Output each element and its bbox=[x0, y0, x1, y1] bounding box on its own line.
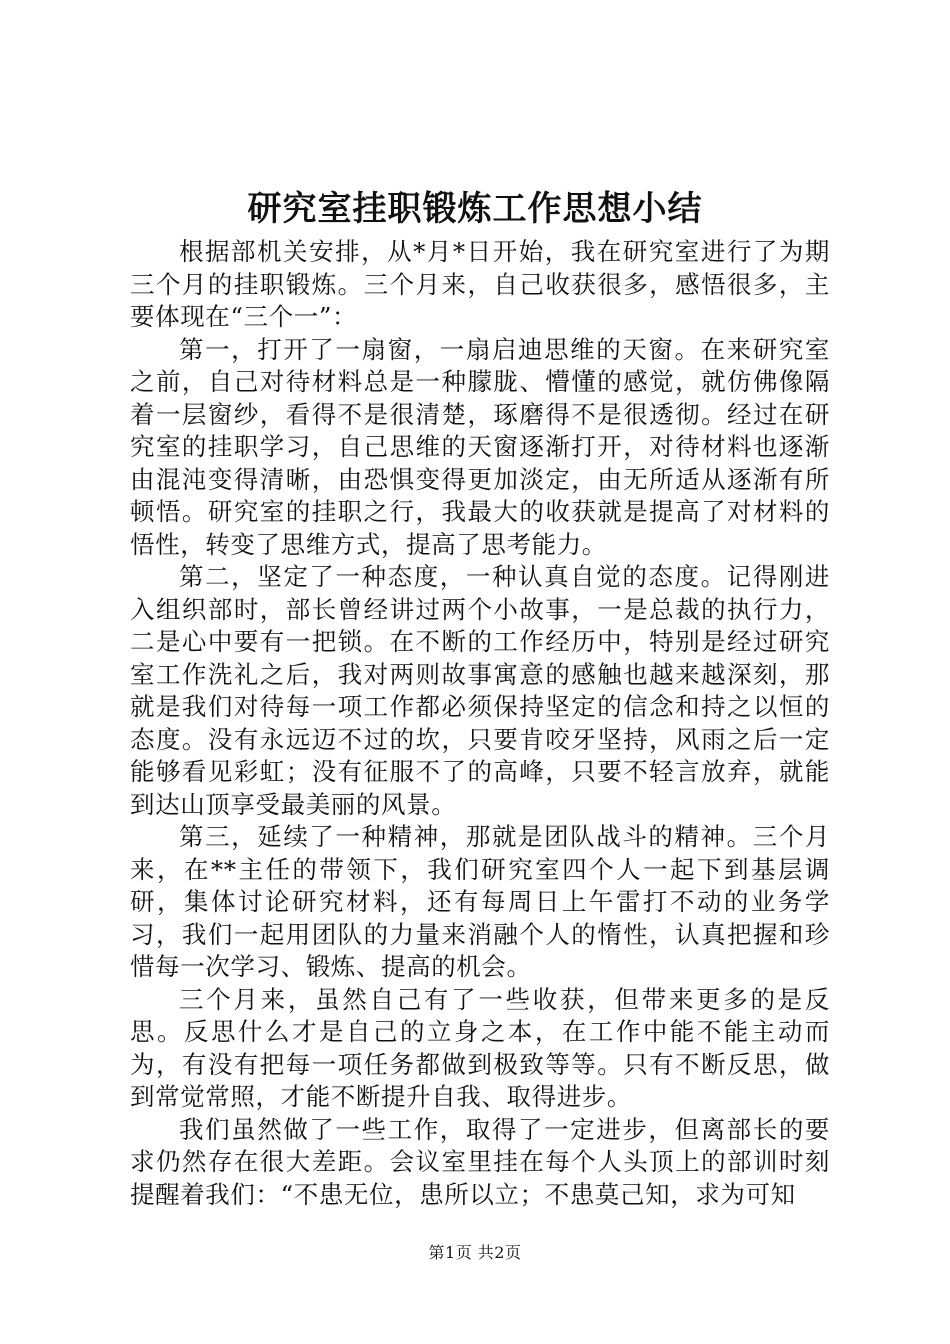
paragraph-second-point: 第二，坚定了一种态度，一种认真自觉的态度。记得刚进入组织部时，部长曾经讲过两个小故事，一是总裁的执行力，二是心中要有一把锁。在不断的工作经历中，特别是经过研究室工作洗礼之后，我对两则故事寓意的感触也越来越深刻，那就是我们对待每一项工作都必须保持坚定的信念和持之以恒的态度。没有永远迈不过的坎，只要肯咬牙坚持，风雨之后一定能够看见彩虹；没有征服不了的高峰，只要不轻言放弃，就能到达山顶享受最美丽的风景。 bbox=[130, 562, 830, 819]
document-body bbox=[130, 236, 830, 1211]
paragraph-reflection: 三个月来，虽然自己有了一些收获，但带来更多的是反思。反思什么才是自己的立身之本，在工作中能不能主动而为，有没有把每一项任务都做到极致等等。只有不断反思，做到常觉常照，才能不断提升自我、取得进步。 bbox=[130, 984, 830, 1111]
document-title: 研究室挂职锻炼工作思想小结 bbox=[247, 189, 703, 229]
paragraph-first-point: 第一，打开了一扇窗，一扇启迪思维的天窗。在来研究室之前，自己对待材料总是一种朦胧、懵懂的感觉，就仿佛像隔着一层窗纱，看得不是很清楚，琢磨得不是很透彻。经过在研究室的挂职学习，自己思维的天窗逐渐打开，对待材料也逐渐由混沌变得清晰，由恐惧变得更加淡定，由无所适从逐渐有所顿悟。研究室的挂职之行，我最大的收获就是提高了对材料的悟性，转变了思维方式，提高了思考能力。 bbox=[130, 334, 830, 559]
paragraph-intro: 根据部机关安排，从*月*日开始，我在研究室进行了为期三个月的挂职锻炼。三个月来，自己收获很多，感悟很多，主要体现在“三个一”： bbox=[130, 237, 830, 331]
paragraph-closing: 我们虽然做了一些工作，取得了一定进步，但离部长的要求仍然存在很大差距。会议室里挂在每个人头顶上的部训时刻提醒着我们：“不患无位，患所以立；不患莫己知，求为可知 bbox=[130, 1114, 830, 1209]
page-number-footer: 第1页 共2页 bbox=[428, 1243, 522, 1262]
paragraph-third-point: 第三，延续了一种精神，那就是团队战斗的精神。三个月来，在**主任的带领下，我们研究室四个人一起下到基层调研，集体讨论研究材料，还有每周日上午雷打不动的业务学习，我们一起用团队的力量来消融个人的惰性，认真把握和珍惜每一次学习、锻炼、提高的机会。 bbox=[130, 822, 830, 981]
